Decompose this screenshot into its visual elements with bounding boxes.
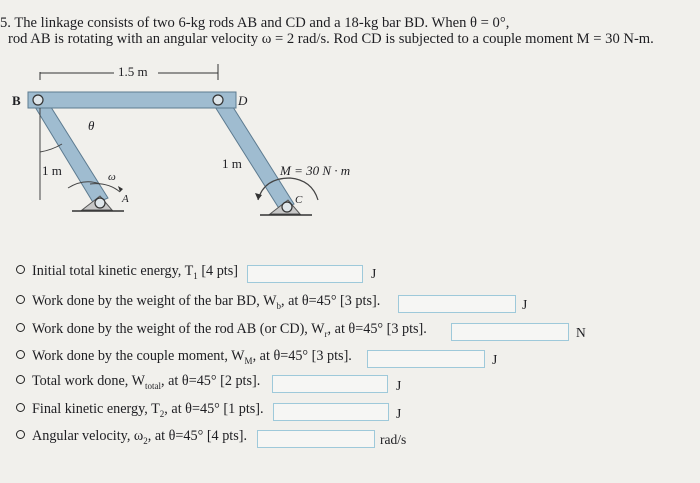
question-2: Work done by the weight of the bar BD, $W_b$, at θ=45° [3 pts].: [16, 293, 380, 311]
question-5: Total work done, $W_{total}$, at θ=45° [2 pts].: [16, 373, 260, 391]
bullet-icon: [16, 430, 25, 439]
question-6: Final kinetic energy, $T_2$, at θ=45° [1 pts].: [16, 401, 264, 419]
label-b: B: [12, 93, 21, 108]
label-d: D: [238, 93, 248, 108]
answer-field-4[interactable]: [367, 350, 485, 368]
unit-2: J: [522, 297, 528, 312]
unit-3: N: [576, 325, 586, 340]
problem-statement: [0, 15, 654, 47]
moment-label: M = 30 N · m: [280, 163, 351, 178]
unit-1: J: [371, 266, 377, 281]
question-3: Work done by the weight of the rod AB (or CD), $W_r$, at θ=45° [3 pts].: [16, 321, 427, 339]
unit-4: J: [492, 352, 498, 367]
answer-field-7[interactable]: [257, 430, 375, 448]
dim-label: 1.5 m: [118, 64, 148, 79]
bullet-icon: [16, 323, 25, 332]
unit-7: rad/s: [380, 432, 407, 447]
rod-ab: [32, 96, 108, 204]
bullet-icon: [16, 295, 25, 304]
unit-5: J: [396, 378, 402, 393]
length-label-cd: 1 m: [222, 156, 242, 171]
problem-line-2: rod AB is rotating with an angular velocity ω = 2 rad/s. Rod CD is subjected to a couple moment M = 30 N-m.: [8, 31, 654, 47]
problem-line-1: 5. The linkage consists of two 6-kg rods AB and CD and a 18-kg bar BD. When θ = 0°,: [0, 15, 510, 31]
linkage-diagram: [0, 60, 380, 230]
bar-bd: [28, 92, 236, 108]
answer-field-6[interactable]: [273, 403, 389, 421]
bullet-icon: [16, 265, 25, 274]
pin-c: [282, 202, 292, 212]
moment-m-arrow: [255, 193, 262, 200]
bullet-icon: [16, 350, 25, 359]
question-7: Angular velocity, $\omega_2$, at θ=45° [4 pts].: [16, 428, 247, 446]
label-theta: θ: [88, 118, 95, 133]
pin-d: [213, 95, 223, 105]
linkage-figure: [0, 60, 380, 230]
label-c: C: [295, 194, 303, 206]
length-label-ab: 1 m: [42, 163, 62, 178]
answer-field-2[interactable]: [398, 295, 516, 313]
bullet-icon: [16, 375, 25, 384]
pin-a: [95, 198, 105, 208]
unit-6: J: [396, 406, 402, 421]
label-omega: ω: [108, 171, 116, 183]
label-a: A: [122, 193, 129, 205]
answer-field-3[interactable]: [451, 323, 569, 341]
rod-cd: [212, 96, 294, 210]
answer-field-1[interactable]: [247, 265, 363, 283]
question-1: Initial total kinetic energy, $T_1$ [4 pts]: [16, 263, 238, 281]
question-4: Work done by the couple moment, $W_M$, at θ=45° [3 pts].: [16, 348, 352, 366]
pin-b: [33, 95, 43, 105]
answer-field-5[interactable]: [272, 375, 388, 393]
bullet-icon: [16, 403, 25, 412]
